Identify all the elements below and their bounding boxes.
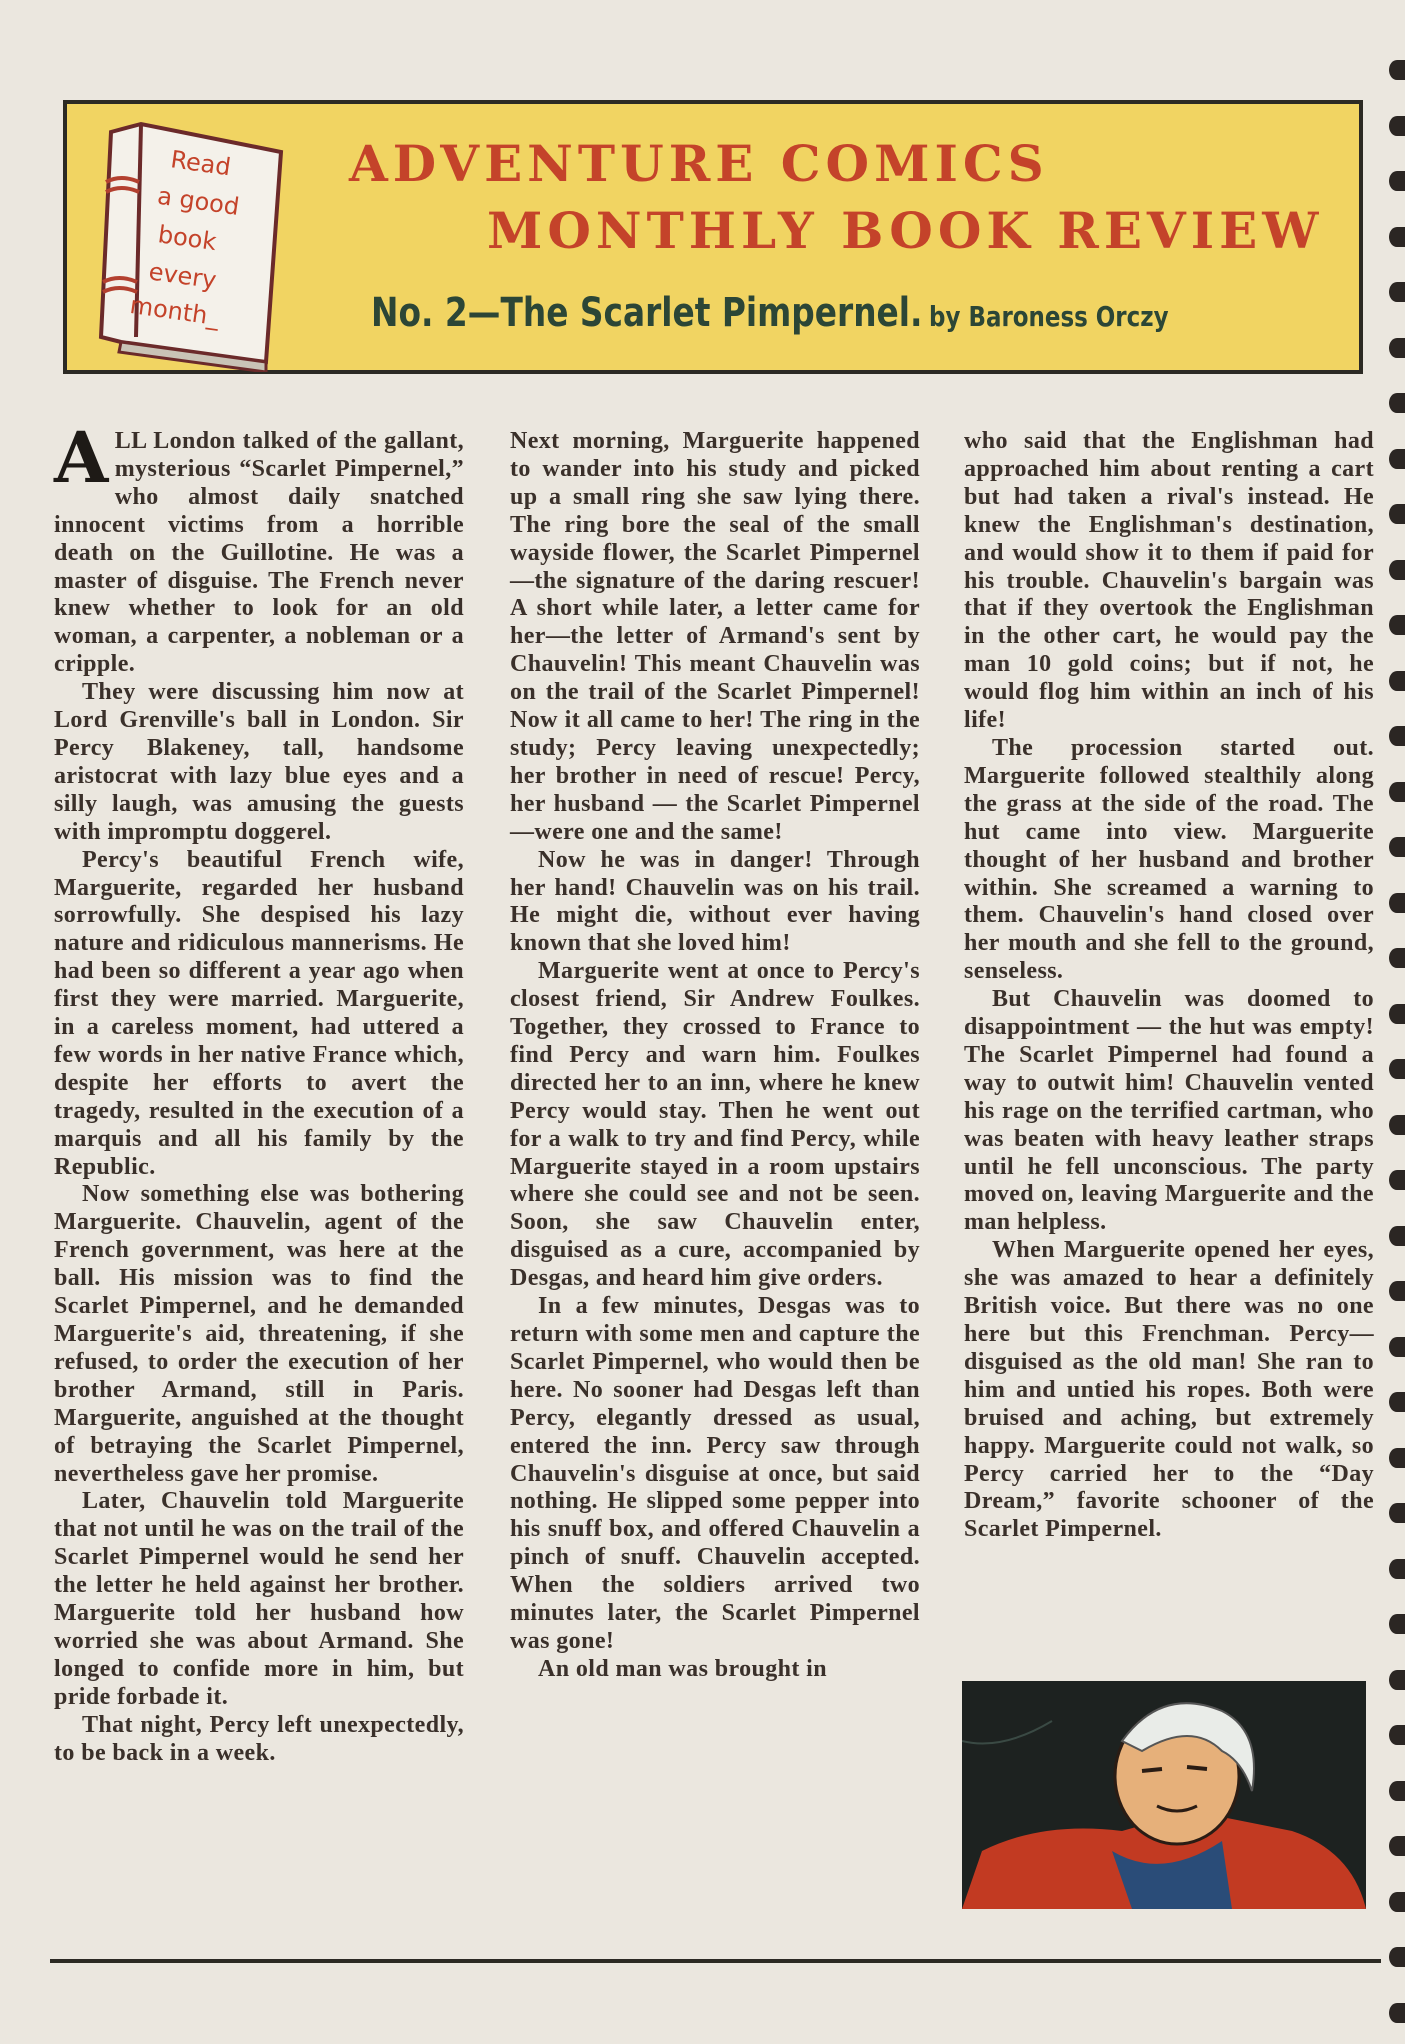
binding-ring-icon <box>1389 1004 1405 1024</box>
review-header-banner <box>63 100 1363 374</box>
paragraph: Now something else was bothering Marguerite. Chauvelin, agent of the French government, was here at the ball. His mission was to find the Scarlet Pimpernel, and he demanded Marguerite's aid, threatening, if she refused, to order the execution of her brother Armand, still in Paris. Marguerite, anguished at the thought of betraying the Scarlet Pimpernel, nevertheless gave her promise. <box>54 1181 464 1487</box>
article-column-1 <box>54 416 464 1768</box>
paragraph: In a few minutes, Desgas was to return with some men and capture the Scarlet Pimpernel, who would then be here. No sooner had Desgas left than Percy, elegantly dressed as usual, entered the inn. Percy saw through Chauvelin's disguise at once, but said nothing. He slipped some pepper into his snuff box, and offered Chauvelin a pinch of snuff. Chauvelin accepted. When the soldiers arrived two minutes later, the Scarlet Pimpernel was gone! <box>510 1293 920 1654</box>
paragraph: When Marguerite opened her eyes, she was amazed to hear a definitely British voice. But there was no one here but this Frenchman. Percy—disguised as the old man! She ran to him and untied his ropes. Both were bruised and aching, but extremely happy. Marguerite could not walk, so Percy carried her to the “Day Dream,” favorite schooner of the Scarlet Pimpernel. <box>964 1237 1374 1543</box>
binding-ring-icon <box>1389 1392 1405 1412</box>
paragraph: They were discussing him now at Lord Grenville's ball in London. Sir Percy Blakeney, tall, handsome aristocrat with lazy blue eyes and a silly laugh, was amusing the guests with impromptu doggerel. <box>54 679 464 845</box>
binding-ring-icon <box>1389 1614 1405 1634</box>
binding-ring-icon <box>1389 1892 1405 1912</box>
paragraph: That night, Percy left unexpectedly, to be back in a week. <box>54 1711 464 1766</box>
binding-ring-icon <box>1389 60 1405 80</box>
title-line-2: MONTHLY BOOK REVIEW <box>487 201 1324 260</box>
paragraph: Next morning, Marguerite happened to wander into his study and picked up a small ring she saw lying there. The ring bore the seal of the small wayside flower, the Scarlet Pimpernel—the signature of the daring rescuer! A short while later, a letter came for her—the letter of Armand's sent by Chauvelin! This meant Chauvelin was on the trail of the Scarlet Pimpernel! Now it all came to her! The ring in the study; Percy leaving unexpectedly; her brother in need of rescue! Percy, her husband — the Scarlet Pimpernel—were one and the same! <box>510 428 920 845</box>
paragraph: Now he was in danger! Through her hand! Chauvelin was on his trail. He might die, without ever having known that she loved him! <box>510 846 920 957</box>
binding-ring-icon <box>1389 837 1405 857</box>
paragraph: Later, Chauvelin told Marguerite that not until he was on the trail of the Scarlet Pimpernel would he send her the letter he held against her brother. Marguerite told her husband how worried she was about Armand. She longed to confide more in him, but pride forbade it. <box>54 1488 464 1710</box>
title-line-1: ADVENTURE COMICS <box>349 134 1049 193</box>
paragraph-text: LL London talked of the gallant, mysterious “Scarlet Pimpernel,” who almost daily snatched innocent victims from a horrible death on the Guillotine. He was a master of disguise. The French never knew whether to look for an old woman, a carpenter, a nobleman or a cripple. <box>54 428 464 678</box>
binding-ring-icon <box>1389 671 1405 691</box>
binding-ring-icon <box>1389 1448 1405 1468</box>
pimpernel-illustration-panel <box>962 1681 1366 1909</box>
article-column-2 <box>510 428 920 1684</box>
binding-ring-icon <box>1389 1337 1405 1357</box>
binding-ring-icon <box>1389 171 1405 191</box>
binding-ring-icon <box>1389 1281 1405 1301</box>
binding-ring-icon <box>1389 1781 1405 1801</box>
spiral-binding <box>1385 60 1405 2044</box>
bottom-rule-divider <box>50 1959 1381 1963</box>
binding-ring-icon <box>1389 615 1405 635</box>
article-column-3 <box>964 428 1374 1544</box>
binding-ring-icon <box>1389 1725 1405 1745</box>
binding-ring-icon <box>1389 1836 1405 1856</box>
binding-ring-icon <box>1389 1947 1405 1967</box>
paragraph: An old man was brought in <box>538 1655 827 1682</box>
subtitle <box>371 290 1169 336</box>
binding-ring-icon <box>1389 1559 1405 1579</box>
binding-ring-icon <box>1389 1503 1405 1523</box>
binding-ring-icon <box>1389 449 1405 469</box>
badge-line: month_ <box>128 290 222 332</box>
binding-ring-icon <box>1389 948 1405 968</box>
badge-line: a good <box>155 181 241 221</box>
binding-ring-icon <box>1389 393 1405 413</box>
binding-ring-icon <box>1389 726 1405 746</box>
binding-ring-icon <box>1389 116 1405 136</box>
binding-ring-icon <box>1389 1115 1405 1135</box>
binding-ring-icon <box>1389 1170 1405 1190</box>
paragraph: Percy's beautiful French wife, Marguerite, regarded her husband sorrowfully. She despised his lazy nature and ridiculous mannerisms. He had been so different a year ago when first they were married. Marguerite, in a careless moment, had uttered a few words in her native France which, despite her efforts to avert the tragedy, resulted in the execution of a marquis and all his family by the Republic. <box>54 846 464 1180</box>
old-man-portrait-icon <box>962 1681 1366 1909</box>
paragraph: Marguerite went at once to Percy's closest friend, Sir Andrew Foulkes. Together, they crossed to France to find Percy and warn him. Foulkes directed her to an inn, where he knew Percy would stay. Then he went out for a walk to try and find Percy, while Marguerite stayed in a room upstairs where she could see and not be seen. Soon, she saw Chauvelin enter, disguised as a cure, accompanied by Desgas, and heard him give orders. <box>510 958 920 1292</box>
paragraph <box>54 416 464 679</box>
paragraph: The procession started out. Marguerite followed stealthily along the grass at the side of the road. The hut came into view. Marguerite thought of her husband and brother within. She screamed a warning to them. Chauvelin's hand closed over her mouth and she fell to the ground, senseless. <box>964 734 1374 985</box>
binding-ring-icon <box>1389 560 1405 580</box>
badge-line: book <box>156 220 219 257</box>
badge-line: Read <box>168 145 233 182</box>
binding-ring-icon <box>1389 1670 1405 1690</box>
binding-ring-icon <box>1389 893 1405 913</box>
binding-ring-icon <box>1389 782 1405 802</box>
paragraph: But Chauvelin was doomed to disappointment — the hut was empty! The Scarlet Pimpernel had found a way to outwit him! Chauvelin vented his rage on the terrified cartman, who was beaten with heavy leather straps until he fell unconscious. The party moved on, leaving Marguerite and the man helpless. <box>964 986 1374 1236</box>
drop-cap: A <box>54 416 109 499</box>
badge-line: every <box>147 257 219 295</box>
byline: by Baroness Orczy <box>929 300 1169 333</box>
book-illustration-icon <box>81 112 341 372</box>
paragraph: who said that the Englishman had approached him about renting a cart but had taken a rival's instead. He knew the Englishman's destination, and would show it to them if paid for his trouble. Chauvelin's bargain was that if they overtook the Englishman in the other cart, he would pay the man 10 gold coins; but if not, he would flog him within an inch of his life! <box>964 428 1374 734</box>
book-title: No. 2—The Scarlet Pimpernel. <box>371 290 923 336</box>
binding-ring-icon <box>1389 227 1405 247</box>
binding-ring-icon <box>1389 504 1405 524</box>
binding-ring-icon <box>1389 338 1405 358</box>
binding-ring-icon <box>1389 1059 1405 1079</box>
binding-ring-icon <box>1389 282 1405 302</box>
binding-ring-icon <box>1389 2003 1405 2023</box>
binding-ring-icon <box>1389 1226 1405 1246</box>
